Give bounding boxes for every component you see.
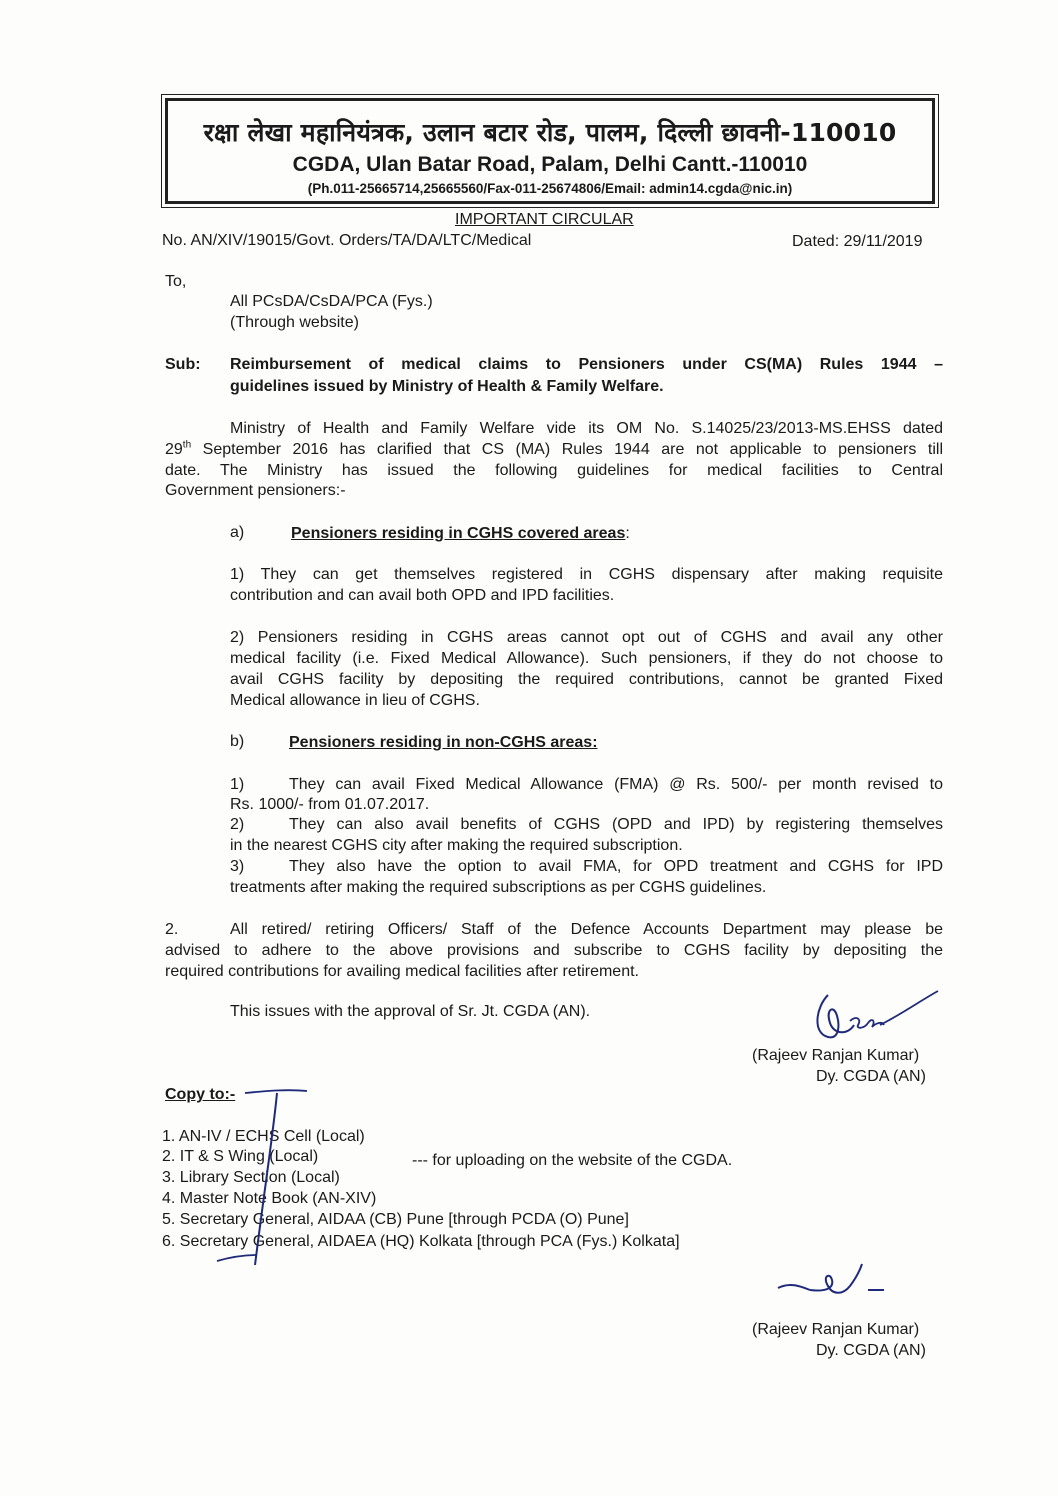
section-a-point: contribution and can avail both OPD and IPD facilities. (230, 587, 615, 604)
section-b-item-num: 1) (230, 776, 245, 793)
section-b-item: treatments after making the required subscriptions as per CGHS guidelines. (230, 879, 767, 896)
circular-heading: IMPORTANT CIRCULAR (455, 211, 634, 228)
section-b-title: Pensioners residing in non-CGHS areas: (289, 734, 598, 751)
section-b-item: They also have the option to avail FMA, for OPD treatment and CGHS for IPD (289, 858, 943, 875)
addressee-line: All PCsDA/CsDA/PCA (Fys.) (230, 293, 433, 310)
addressee-note: (Through website) (230, 314, 359, 331)
subject-line: guidelines issued by Ministry of Health & Family Welfare. (230, 378, 664, 395)
circular-number: No. AN/XIV/19015/Govt. Orders/TA/DA/LTC/Medical (162, 232, 532, 249)
section-a-title-suffix: : (625, 525, 630, 542)
para2-line: All retired/ retiring Officers/ Staff of the Defence Accounts Department may please be (230, 921, 943, 938)
intro-date-rest: September 2016 has clarified that CS (MA) Rules 1944 are not applicable to pensioners till (191, 441, 943, 458)
intro-line (165, 440, 943, 460)
para2-line: advised to adhere to the above provisions and subscribe to CGHS facility by depositing the (165, 942, 943, 959)
signature-1 (810, 985, 950, 1045)
circular-date: Dated: 29/11/2019 (792, 233, 923, 250)
subject-label: Sub: (165, 356, 201, 373)
section-a-title-wrap (291, 524, 630, 544)
signatory-2-name: (Rajeev Ranjan Kumar) (752, 1321, 920, 1338)
letterhead-english-title: CGDA, Ulan Batar Road, Palam, Delhi Cantt.-110010 (292, 153, 808, 176)
section-b-item-num: 3) (230, 858, 245, 875)
section-a-point: Medical allowance in lieu of CGHS. (230, 692, 480, 709)
addressee-to: To, (165, 273, 187, 290)
intro-line: Ministry of Health and Family Welfare vide its OM No. S.14025/23/2013-MS.EHSS dated (230, 420, 943, 437)
intro-line: date. The Ministry has issued the following guidelines for medical facilities to Central (165, 462, 943, 479)
signature-2 (770, 1262, 900, 1312)
section-b-item: Rs. 1000/- from 01.07.2017. (230, 796, 430, 813)
signatory-1-name: (Rajeev Ranjan Kumar) (752, 1047, 920, 1064)
copy-to-item: 4. Master Note Book (AN-XIV) (162, 1190, 377, 1207)
subject-line: Reimbursement of medical claims to Pensioners under CS(MA) Rules 1944 – (230, 356, 943, 373)
intro-line: Government pensioners:- (165, 482, 346, 499)
bracket-mark (215, 1085, 315, 1270)
intro-date-day: 29 (165, 441, 183, 458)
section-b-item: in the nearest CGHS city after making the required subscription. (230, 837, 683, 854)
section-b-item-num: 2) (230, 816, 245, 833)
section-a-point: 1) They can get themselves registered in CGHS dispensary after making requisite (230, 566, 943, 583)
section-a-point: avail CGHS facility by depositing the required contributions, cannot be granted Fixed (230, 671, 943, 688)
intro-date-suffix: th (182, 439, 192, 451)
signatory-1-designation: Dy. CGDA (AN) (816, 1068, 926, 1085)
copy-to-item: 2. IT & S Wing (Local) (162, 1148, 319, 1165)
section-a-marker: a) (230, 524, 245, 541)
para2-number: 2. (165, 921, 179, 938)
section-b-item: They can avail Fixed Medical Allowance (FMA) @ Rs. 500/- per month revised to (289, 776, 943, 793)
section-b-marker: b) (230, 733, 245, 750)
copy-to-upload-note: --- for uploading on the website of the CGDA. (412, 1152, 733, 1169)
approval-note: This issues with the approval of Sr. Jt. CGDA (AN). (230, 1003, 591, 1020)
section-a-point: 2) Pensioners residing in CGHS areas cannot opt out of CGHS and avail any other (230, 629, 943, 646)
letterhead-contact: (Ph.011-25665714,25665560/Fax-011-25674806/Email: admin14.cgda@nic.in) (307, 181, 793, 196)
signatory-2-designation: Dy. CGDA (AN) (816, 1342, 926, 1359)
section-a-title: Pensioners residing in CGHS covered areas (291, 525, 626, 542)
copy-to-item: 6. Secretary General, AIDAEA (HQ) Kolkata [through PCA (Fys.) Kolkata] (162, 1233, 680, 1250)
para2-line: required contributions for availing medical facilities after retirement. (165, 963, 639, 980)
section-a-point: medical facility (i.e. Fixed Medical Allowance). Such pensioners, if they do not choose to (230, 650, 943, 667)
section-b-item: They can also avail benefits of CGHS (OPD and IPD) by registering themselves (289, 816, 943, 833)
copy-to-item: 3. Library Section (Local) (162, 1169, 340, 1186)
copy-to-item: 1. AN-IV / ECHS Cell (Local) (162, 1128, 365, 1145)
copy-to-heading: Copy to:- (165, 1086, 236, 1103)
copy-to-item: 5. Secretary General, AIDAA (CB) Pune [through PCDA (O) Pune] (162, 1211, 629, 1228)
letterhead-box (165, 98, 935, 204)
letterhead-hindi-title: रक्षा लेखा महानियंत्रक, उलान बटार रोड, पालम, दिल्ली छावनी-110010 (203, 118, 897, 147)
